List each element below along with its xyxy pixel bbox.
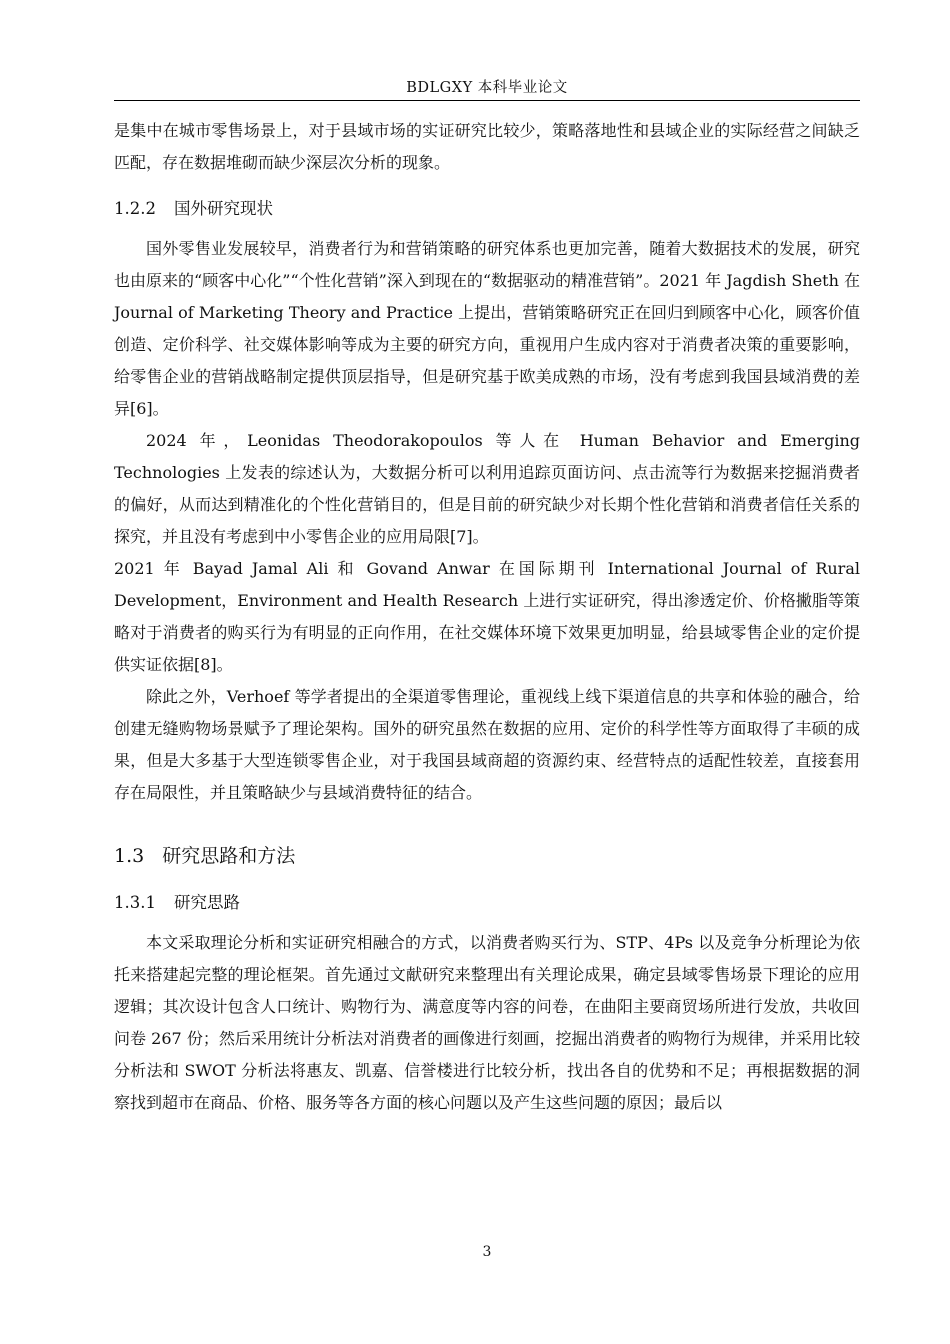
section-heading-1-3-1 (114, 887, 860, 919)
page-body (114, 115, 860, 1119)
paragraph: 除此之外，Verhoef 等学者提出的全渠道零售理论，重视线上线下渠道信息的共享和体验的融合，给创建无缝购物场景赋予了理论架构。国外的研究虽然在数据的应用、定价的科学性等方面取得了丰硕的成果，但是大多基于大型连锁零售企业，对于我国县域商超的资源约束、经营特点的适配性较差，直接套用存在局限性，并且策略缺少与县域消费特征的结合。 (114, 687, 860, 802)
section-number: 1.2.2 (114, 199, 156, 218)
header-rule (114, 100, 860, 101)
paragraph: 2021 年 Bayad Jamal Ali 和 Govand Anwar 在国际期刊 International Journal of Rural Development，Environment and Health Research 上进行实证研究，得出渗透定价、价格撇脂等策略对于消费者的购买行为有明显的正向作用，在社交媒体环境下效果更加明显，给县域零售企业的定价提供实证依据[8]。 (114, 559, 860, 674)
paragraph: 国外零售业发展较早，消费者行为和营销策略的研究体系也更加完善，随着大数据技术的发展，研究也由原来的“顾客中心化”“个性化营销”深入到现在的“数据驱动的精准营销”。2021 年 Jagdish Sheth 在 Journal of Marketing Theory and Practice 上提出，营销策略研究正在回归到顾客中心化，顾客价值创造、定价科学、社交媒体影响等成为主要的研究方向，重视用户生成内容对于消费者决策的重要影响，给零售企业的营销战略制定提供顶层指导，但是研究基于欧美成熟的市场，没有考虑到我国县域消费的差异[6]。 (114, 239, 860, 418)
section-title: 研究思路 (173, 893, 240, 912)
page-number: 3 (482, 1244, 492, 1260)
section-heading-1-2-2 (114, 193, 860, 225)
paragraph: 本文采取理论分析和实证研究相融合的方式，以消费者购买行为、STP、4Ps 以及竞争分析理论为依托来搭建起完整的理论框架。首先通过文献研究来整理出有关理论成果，确定县域零售场景下理论的应用逻辑；其次设计包含人口统计、购物行为、满意度等内容的问卷，在曲阳主要商贸场所进行发放，共收回问卷 267 份；然后采用统计分析法对消费者的画像进行刻画，挖掘出消费者的购物行为规律，并采用比较分析法和 SWOT 分析法将惠友、凯嘉、信誉楼进行比较分析，找出各自的优势和不足；再根据数据的洞察找到超市在商品、价格、服务等各方面的核心问题以及产生这些问题的原因；最后以 (114, 933, 860, 1112)
section-title: 研究思路和方法 (162, 845, 296, 867)
paragraph: 2024 年，Leonidas Theodorakopoulos 等人在 Human Behavior and Emerging Technologies 上发表的综述认为，大数据分析可以利用追踪页面访问、点击流等行为数据来挖掘消费者的偏好，从而达到精准化的个性化营销目的，但是目前的研究缺少对长期个性化营销和消费者信任关系的探究，并且没有考虑到中小零售企业的应用局限[7]。 (114, 431, 860, 546)
section-number: 1.3 (114, 845, 145, 867)
section-number: 1.3.1 (114, 893, 156, 912)
running-header: BDLGXY 本科毕业论文 (406, 80, 568, 96)
paragraph-continuation: 是集中在城市零售场景上，对于县域市场的实证研究比较少，策略落地性和县域企业的实际经营之间缺乏匹配，存在数据堆砌而缺少深层次分析的现象。 (114, 121, 860, 172)
section-heading-1-3 (114, 839, 860, 873)
section-title: 国外研究现状 (173, 199, 273, 218)
